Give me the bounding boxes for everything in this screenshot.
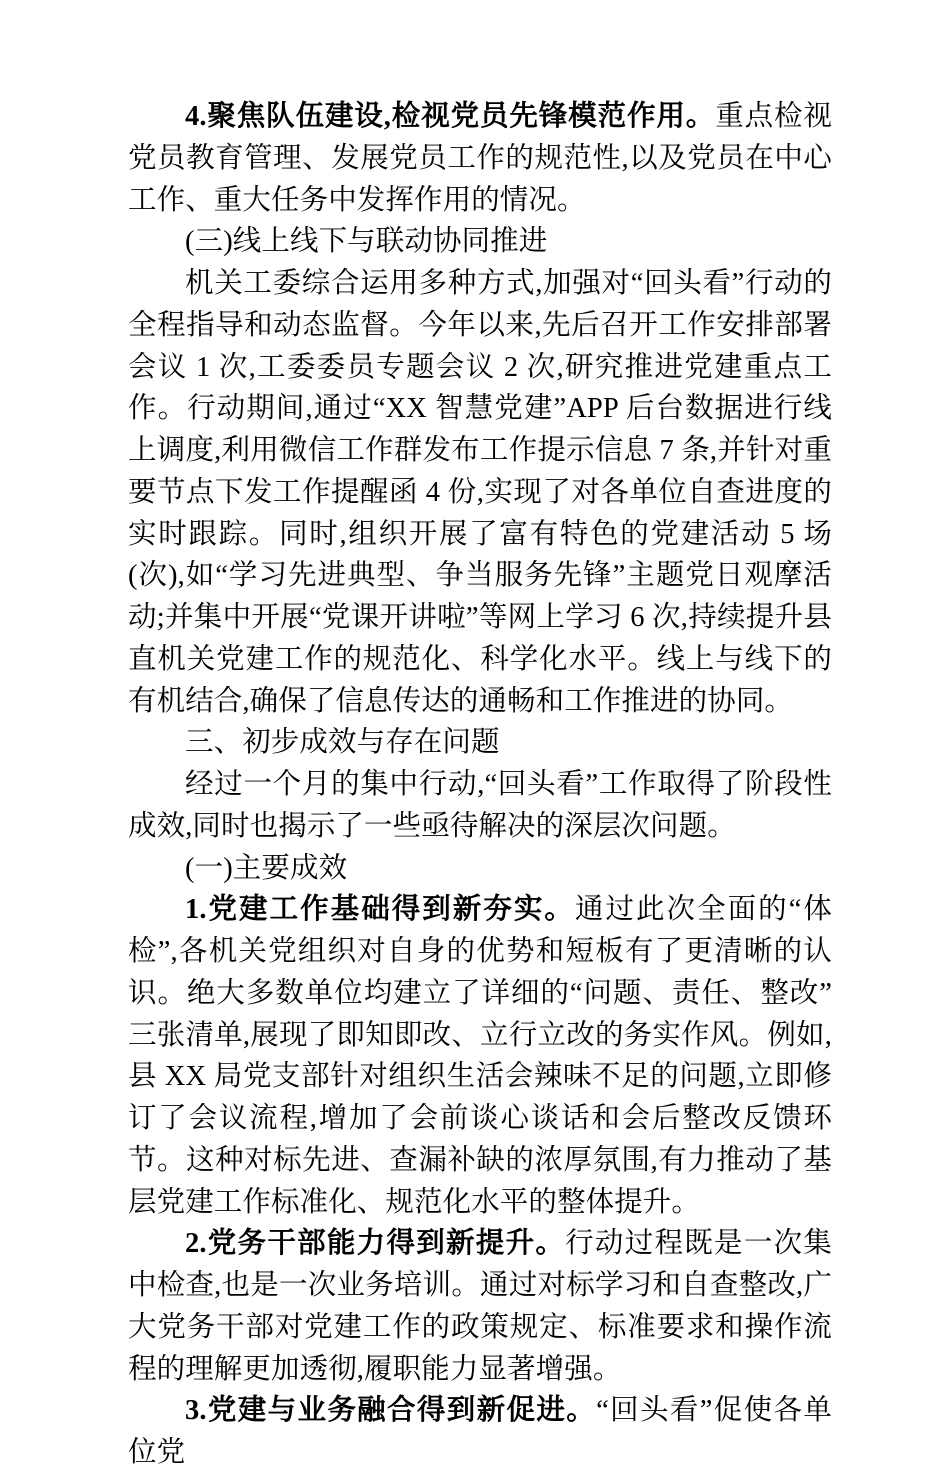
subheading-online-offline-text: (三)线上线下与联动协同推进 — [185, 226, 548, 258]
subheading-main-results — [128, 848, 832, 890]
subheading-main-results-text: (一)主要成效 — [185, 852, 348, 884]
result-2-text: 行动过程既是一次集中检查,也是一次业务培训。通过对标学习和自查整改,广大党务干部对党建工作的政策规定、标准要求和操作流程的理解更加透彻,履职能力显著增强。 — [128, 1228, 832, 1385]
result-3-integration — [128, 1390, 832, 1474]
section-4-lead: 4.聚焦队伍建设,检视党员先锋模范作用。 — [185, 101, 716, 132]
paragraph-results-intro-text: 经过一个月的集中行动,“回头看”工作取得了阶段性成效,同时也揭示了一些亟待解决的深层次问题。 — [128, 769, 832, 842]
paragraph-online-offline-body — [128, 263, 832, 722]
result-1-party-foundation — [128, 889, 832, 1223]
result-1-text: 通过此次全面的“体检”,各机关党组织对自身的优势和短板有了更清晰的认识。绝大多数单位均建立了详细的“问题、责任、整改”三张清单,展现了即知即改、立行立改的务实作风。例如,县 XX 局党支部针对组织生活会辣味不足的问题,立即修订了会议流程,增加了会前谈心谈话和会后整改反馈环节。这种对标先进、查漏补缺的浓厚氛围,有力推动了基层党建工作标准化、规范化水平的整体提升。 — [128, 894, 832, 1218]
result-2-cadre-capacity — [128, 1223, 832, 1390]
paragraph-online-offline-text: 机关工委综合运用多种方式,加强对“回头看”行动的全程指导和动态监督。今年以来,先后召开工作安排部署会议 1 次,工委委员专题会议 2 次,研究推进党建重点工作。行动期间,通过“XX 智慧党建”APP 后台数据进行线上调度,利用微信工作群发布工作提示信息 7 条,并针对重要节点下发工作提醒函 4 份,实现了对各单位自查进度的实时跟踪。同时,组织开展了富有特色的党建活动 5 场(次),如“学习先进典型、争当服务先锋”主题党日观摩活动;并集中开展“党课开讲啦”等网上学习 6 次,持续提升县直机关党建工作的规范化、科学化水平。线上与线下的有机结合,确保了信息传达的通畅和工作推进的协同。 — [128, 268, 832, 717]
result-3-lead: 3.党建与业务融合得到新促进。 — [185, 1395, 597, 1427]
section-4-text: 重点检视党员教育管理、发展党员工作的规范性,以及党员在中心工作、重大任务中发挥作用的情况。 — [128, 101, 832, 216]
heading-three-text: 三、初步成效与存在问题 — [185, 727, 500, 759]
result-2-lead: 2.党务干部能力得到新提升。 — [185, 1228, 566, 1260]
result-1-lead: 1.党建工作基础得到新夯实。 — [185, 894, 575, 926]
paragraph-results-intro — [128, 764, 832, 848]
section-4-team-building — [128, 96, 832, 221]
heading-three-results-problems — [128, 722, 832, 764]
subheading-online-offline — [128, 221, 832, 263]
result-3-text: “回头看”促使各单位党 — [128, 1395, 832, 1468]
document-body — [128, 96, 832, 1474]
